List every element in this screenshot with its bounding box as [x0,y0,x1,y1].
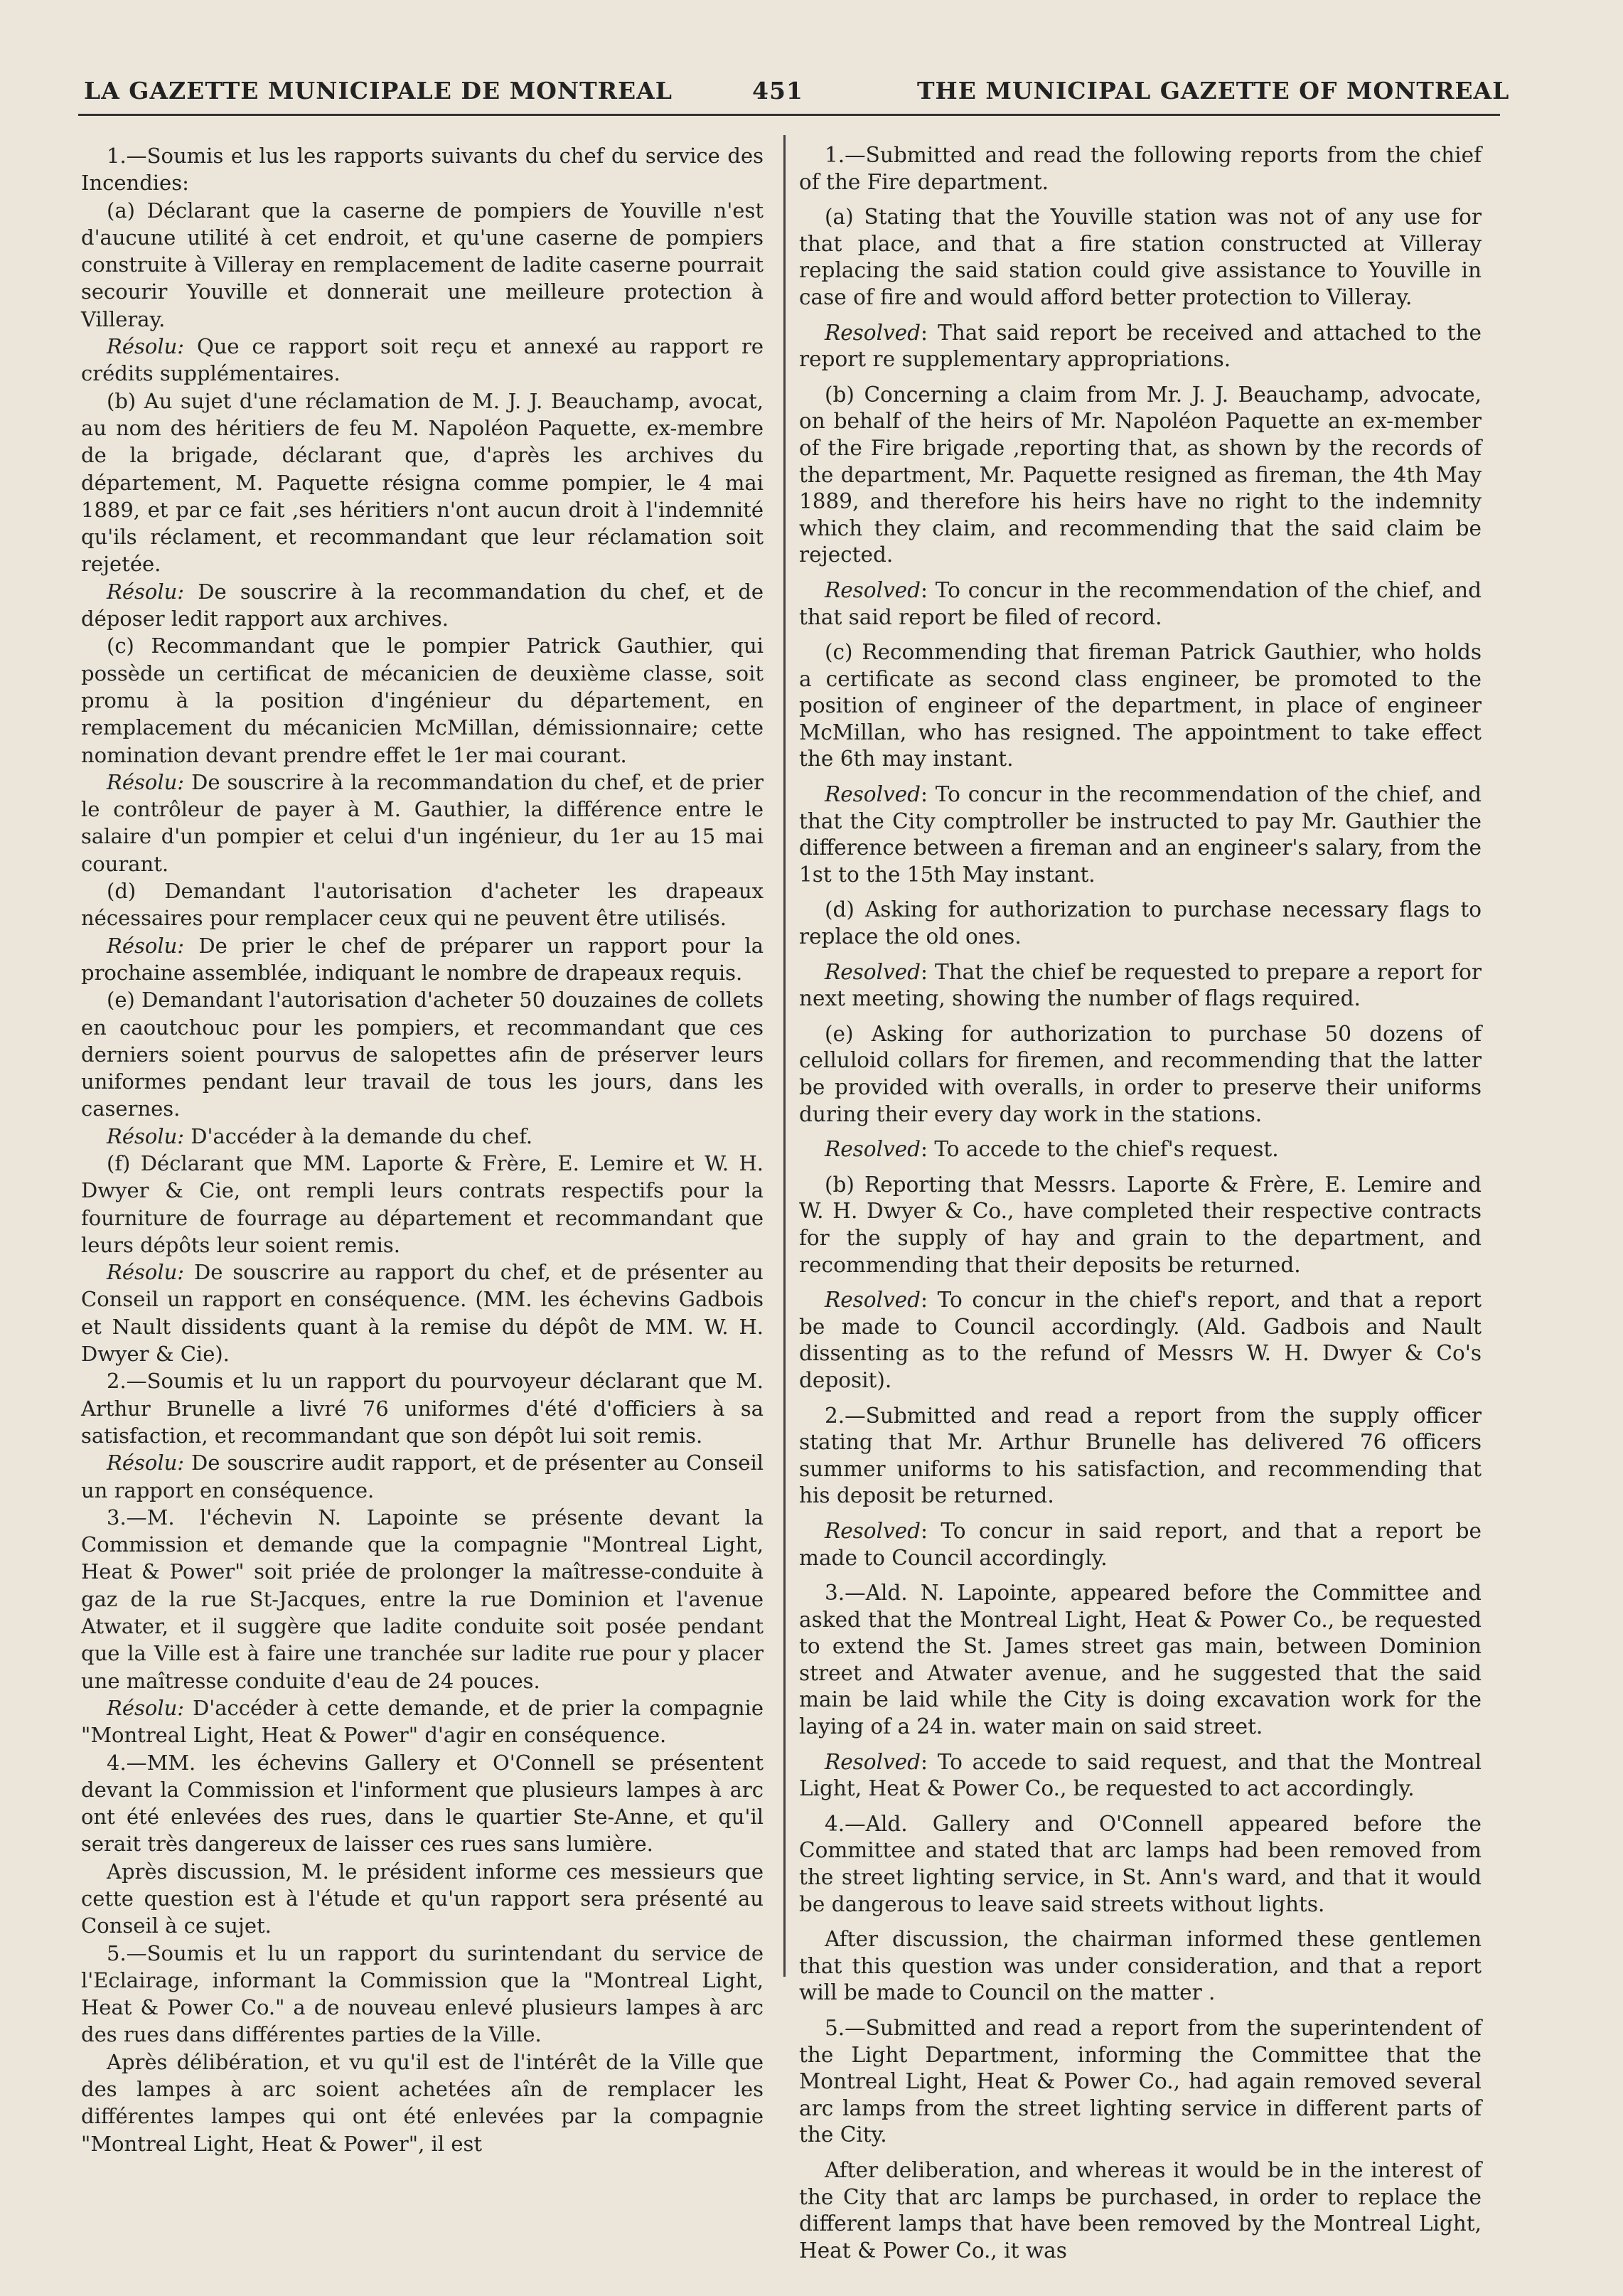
paragraph [81,1449,764,1504]
paragraph-text: (b) Reporting that Messrs. Laporte & Frère, E. Lemire and W. H. Dwyer & Co., have completed their respective contracts for the supply of hay and grain to the department, and recommending that their deposits be returned. [799,1172,1482,1277]
paragraph [81,769,764,877]
english-column [799,142,1482,2273]
paragraph-text: : That said report be received and attached to the report re supplementary appropriations. [799,320,1482,372]
paragraph-text: : That the chief be requested to prepare a report for next meeting, showing the number of flags required. [799,959,1482,1011]
resolution-label: Résolu: [107,1123,185,1148]
paragraph [81,197,764,333]
paragraph [81,632,764,768]
paragraph-text: (a) Déclarant que la caserne de pompiers de Youville n'est d'aucune utilité à cet endroit, et qu'une caserne de pompiers construite à Villeray en remplacement de ladite caserne pourrait secourir Youville et donnerait une meilleure protection à Villeray. [81,198,764,331]
paragraph-text: (c) Recommending that fireman Patrick Gauthier, who holds a certificate as second class engineer, be promoted to the position of engineer of the department, in place of engineer McMillan, who has resigned. The appointment to take effect the 6th may instant. [799,640,1482,771]
paragraph-text: 2.—Soumis et lu un rapport du pourvoyeur déclarant que M. Arthur Brunelle a livré 76 uniformes d'été d'officiers à sa satisfaction, et recommandant que son dépôt lui soit remis. [81,1369,764,1448]
paragraph-text: 4.—Ald. Gallery and O'Connell appeared before the Committee and stated that arc lamps had been removed from the street lighting service, in St. Ann's ward, and that it would be dangerous to leave said streets without lights. [799,1811,1482,1916]
paragraph-text: : To concur in the recommendation of the chief, and that the City comptroller be instructed to pay Mr. Gauthier the difference between a fireman and an engineer's salary, from the 1st to the 15th May instant. [799,782,1482,887]
resolution-label: Resolved [825,320,921,345]
paragraph [799,781,1482,888]
paragraph-text: (e) Asking for authorization to purchase 50 dozens of celluloid collars for firemen, and recommending that the latter be provided with overalls, in order to preserve their uniforms during their every day work in the stations. [799,1021,1482,1126]
paragraph [799,142,1482,196]
resolution-label: Résolu: [107,1260,185,1285]
paragraph [799,1287,1482,1394]
resolution-label: Resolved [825,1288,921,1313]
resolution-label: Resolved [825,577,921,602]
paragraph-text: (e) Demandant l'autorisation d'acheter 50 douzaines de collets en caoutchouc pour les pompiers, et recommandant que ces derniers soient pourvus de salopettes afin de préserver leurs uniformes pendant leur travail de tous les jours, dans les casernes. [81,988,764,1121]
paragraph-text: : To concur in the chief's report, and that a report be made to Council accordingly. (Ald. Gadbois and Nault dissenting as to the refund of Messrs W. H. Dwyer & Co's deposit). [799,1288,1482,1392]
paragraph-text: De souscrire à la recommandation du chef, et de déposer ledit rapport aux archives. [81,579,764,631]
paragraph-text: 5.—Soumis et lu un rapport du surintendant du service de l'Eclairage, informant la Commission que la "Montreal Light, Heat & Power Co." a de nouveau enlevé plusieurs lampes à arc des rues dans différentes parties de la Ville. [81,1940,764,2047]
paragraph [799,1926,1482,2007]
paragraph-text: (d) Demandant l'autorisation d'acheter les drapeaux nécessaires pour remplacer ceux qui ne peuvent être utilisés. [81,879,764,931]
paragraph [799,577,1482,631]
header-rule [78,114,1500,116]
resolution-label: Resolved [825,1137,921,1162]
paragraph [81,1858,764,1940]
paragraph [81,142,764,197]
paragraph-text: After deliberation, and whereas it would be in the interest of the City that arc lamps be purchased, in order to replace the different lamps that have been removed by the Montreal Light, Heat & Power Co., it was [799,2157,1482,2263]
paragraph [799,1811,1482,1918]
paragraph-text: D'accéder à la demande du chef. [184,1123,533,1148]
paragraph-text: Après délibération, et vu qu'il est de l'intérêt de la Ville que des lampes à arc soient achetées aîn de remplacer les différentes lampes qui ont été enlevées par la compagnie "Montreal Light, Heat & Power", il est [81,2049,764,2156]
paragraph-text: Que ce rapport soit reçu et annexé au rapport re crédits supplémentaires. [81,334,764,386]
paragraph-text: 5.—Submitted and read a report from the superintendent of the Light Department, informing the Committee that the Montreal Light, Heat & Power Co., had again removed several arc lamps from the street lighting service in different parts of the City. [799,2016,1482,2147]
resolution-label: Résolu: [107,334,185,359]
paragraph [799,1580,1482,1741]
paragraph [81,1259,764,1367]
paragraph [799,2015,1482,2149]
page-number: 451 [752,77,803,105]
column-divider [783,135,786,1977]
paragraph-text: 1.—Soumis et lus les rapports suivants du chef du service des Incendies: [81,144,764,196]
paragraph [799,1172,1482,1278]
paragraph-text: : To concur in the recommendation of the chief, and that said report be filed of record. [799,577,1482,629]
paragraph [799,2157,1482,2264]
paragraph-text: : To concur in said report, and that a report be made to Council accordingly. [799,1518,1482,1570]
paragraph [81,578,764,633]
paragraph [81,333,764,388]
paragraph [81,1123,764,1150]
resolution-label: Resolved [825,1518,921,1543]
paragraph-text: De souscrire à la recommandation du chef, et de prier le contrôleur de payer à M. Gauthier, la différence entre le salaire d'un pompier et celui d'un ingénieur, du 1er au 15 mai courant. [81,769,764,876]
paragraph [81,1504,764,1694]
paragraph [799,1136,1482,1163]
paragraph-text: 4.—MM. les échevins Gallery et O'Connell se présentent devant la Commission et l'informent que plusieurs lampes à arc ont été enlevées des rues, dans le quartier Ste-Anne, et qu'il serait très dangereux de laisser ces rues sans lumière. [81,1750,764,1857]
paragraph [799,897,1482,950]
paragraph [81,1694,764,1749]
resolution-label: Résolu: [107,933,185,958]
paragraph-text: (b) Concerning a claim from Mr. J. J. Beauchamp, advocate, on behalf of the heirs of Mr. Napoléon Paquette an ex-member of the Fire brigade ,reporting that, as shown by the records of the department, Mr. Paquette resigned as fireman, the 4th May 1889, and therefore his heirs have no right to the indemnity which they claim, and recommending that the said claim be rejected. [799,382,1482,567]
paragraph [81,1940,764,2049]
paragraph [81,986,764,1122]
paragraph-text: De souscrire audit rapport, et de présenter au Conseil un rapport en conséquence. [81,1451,764,1502]
header-french-title: LA GAZETTE MUNICIPALE DE MONTREAL [84,77,673,105]
paragraph [799,1518,1482,1571]
paragraph [81,1367,764,1449]
paragraph-text: 3.—M. l'échevin N. Lapointe se présente devant la Commission et demande que la compagnie "Montreal Light, Heat & Power" soit priée de prolonger la maîtresse-conduite à gaz de la rue St-Jacques, entre la rue Dominion et l'avenue Atwater, et il suggère que ladite conduite soit posée pendant que la Ville est à faire une tranchée sur ladite rue pour y placer une maîtresse conduite d'eau de 24 pouces. [81,1505,764,1693]
paragraph [799,320,1482,373]
resolution-label: Résolu: [107,579,185,604]
paragraph-text: : To accede to the chief's request. [921,1137,1279,1162]
paragraph [81,877,764,932]
resolution-label: Résolu: [107,1451,185,1475]
paragraph-text: 2.—Submitted and read a report from the supply officer stating that Mr. Arthur Brunelle has delivered 76 officers summer uniforms to his satisfaction, and recommending that his deposit be returned. [799,1403,1482,1508]
paragraph [799,959,1482,1013]
paragraph-text: De prier le chef de préparer un rapport pour la prochaine assemblée, indiquant le nombre de drapeaux requis. [81,933,764,985]
resolution-label: Resolved [825,1749,921,1774]
paragraph-text: 1.—Submitted and read the following reports from the chief of the Fire department. [799,143,1482,194]
resolution-label: Resolved [825,959,921,984]
paragraph [799,1749,1482,1803]
paragraph [81,2049,764,2157]
paragraph [81,388,764,578]
paragraph [81,1749,764,1858]
paragraph-text: : To accede to said request, and that the Montreal Light, Heat & Power Co., be requested to act accordingly. [799,1749,1482,1801]
paragraph-text: (c) Recommandant que le pompier Patrick Gauthier, qui possède un certificat de mécanicien de deuxième classe, soit promu à la position d'ingénieur du département, en remplacement du mécanicien McMillan, démissionnaire; cette nomination devant prendre effet le 1er mai courant. [81,634,764,767]
paragraph [799,1021,1482,1128]
paragraph-text: De souscrire au rapport du chef, et de présenter au Conseil un rapport en conséquence. (MM. les échevins Gadbois et Nault dissidents quant à la remise du dépôt de MM. W. H. Dwyer & Cie). [81,1260,764,1367]
paragraph [799,1403,1482,1510]
paragraph-text: 3.—Ald. N. Lapointe, appeared before the Committee and asked that the Montreal Light, Heat & Power Co., be requested to extend the St. James street gas main, between Dominion street and Atwater avenue, and he suggested that the said main be laid while the City is doing excavation work for the laying of a 24 in. water main on said street. [799,1581,1482,1739]
paragraph-text: (a) Stating that the Youville station was not of any use for that place, and that a fire station constructed at Villeray replacing the said station could give assistance to Youville in case of fire and would afford better protection to Villeray. [799,205,1482,309]
paragraph [799,639,1482,773]
paragraph-text: (f) Déclarant que MM. Laporte & Frère, E. Lemire et W. H. Dwyer & Cie, ont rempli leurs contrats respectifs pour la fourniture de fourrage au département et recommandant que leurs dépôts leur soient remis. [81,1150,764,1257]
paragraph-text: Après discussion, M. le président informe ces messieurs que cette question est à l'étude et qu'un rapport sera présenté au Conseil à ce sujet. [81,1859,764,1938]
paragraph-text: (d) Asking for authorization to purchase necessary flags to replace the old ones. [799,897,1482,949]
french-column [81,142,764,2157]
resolution-label: Résolu: [107,769,185,794]
resolution-label: Resolved [825,782,921,807]
resolution-label: Résolu: [107,1695,185,1720]
paragraph [799,382,1482,569]
header-english-title: THE MUNICIPAL GAZETTE OF MONTREAL [917,77,1510,105]
paragraph [799,204,1482,311]
paragraph-text: D'accéder à cette demande, et de prier la compagnie "Montreal Light, Heat & Power" d'agir en conséquence. [81,1695,764,1748]
paragraph-text: (b) Au sujet d'une réclamation de M. J. J. Beauchamp, avocat, au nom des héritiers de feu M. Napoléon Paquette, ex-membre de la brigade, déclarant que, d'après les archives du département, M. Paquette résigna comme pompier, le 4 mai 1889, et par ce fait ,ses héritiers n'ont aucun droit à l'indemnité qu'ils réclament, et recommandant que leur réclamation soit rejetée. [81,388,764,577]
paragraph [81,932,764,987]
paragraph [81,1150,764,1259]
paragraph-text: After discussion, the chairman informed these gentlemen that this question was under consideration, and that a report will be made to Council on the matter . [799,1927,1482,2005]
